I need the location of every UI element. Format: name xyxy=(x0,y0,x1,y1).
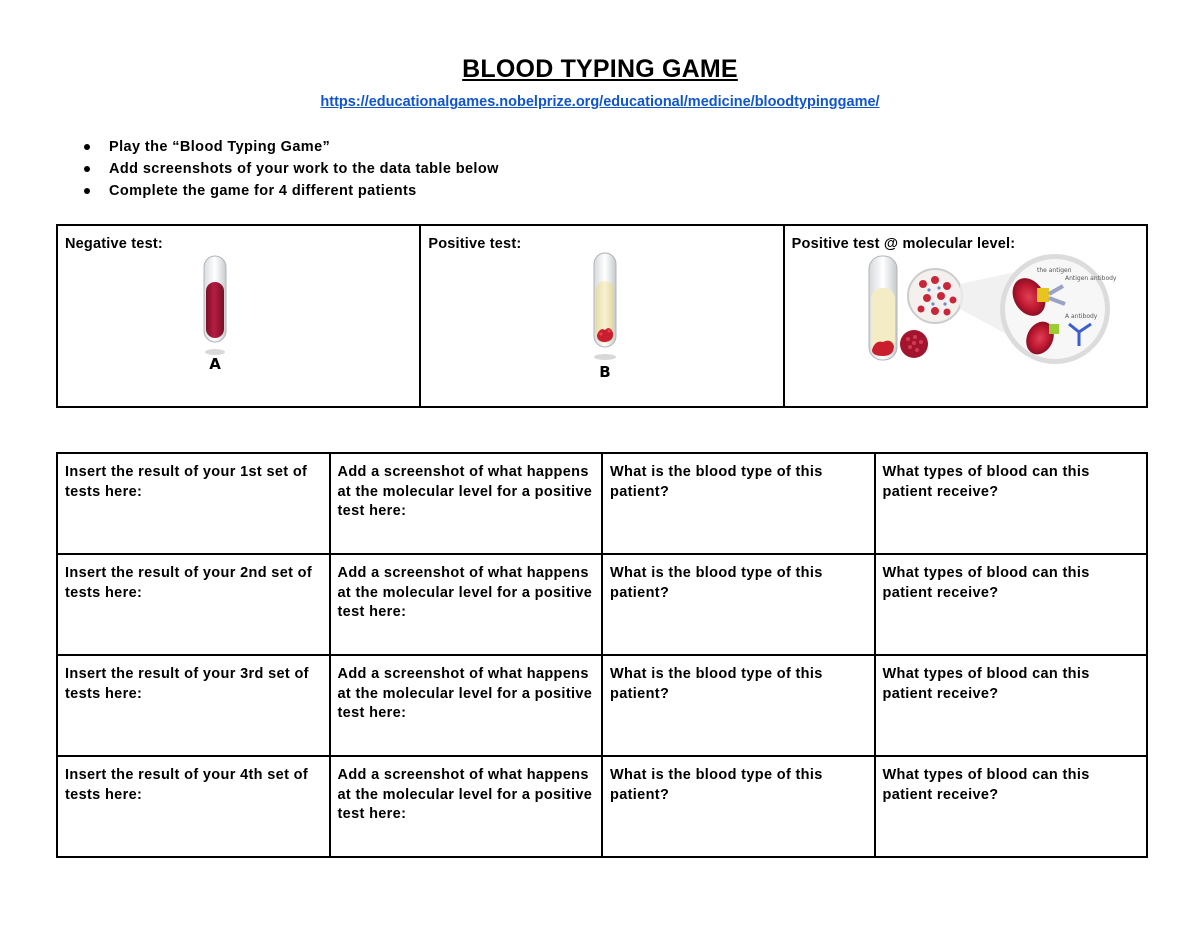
table-cell[interactable]: Add a screenshot of what happens at the molecular level for a positive test here: xyxy=(330,554,603,655)
positive-test-cell xyxy=(420,225,783,407)
table-row xyxy=(57,655,1147,756)
game-link[interactable]: https://educationalgames.nobelprize.org/educational/medicine/bloodtypinggame/ xyxy=(320,94,880,110)
table-cell[interactable]: What is the blood type of this patient? xyxy=(602,756,875,857)
table-row xyxy=(57,453,1147,554)
page-title: BLOOD TYPING GAME xyxy=(462,55,738,83)
table-cell[interactable]: Insert the result of your 4th set of tests here: xyxy=(57,756,330,857)
table-cell[interactable]: What is the blood type of this patient? xyxy=(602,655,875,756)
table-cell[interactable]: What is the blood type of this patient? xyxy=(602,453,875,554)
instruction-list xyxy=(80,136,499,202)
tube-label-b: B xyxy=(599,363,612,381)
example-tests-table xyxy=(56,224,1148,408)
molecular-label-a-antibody: A antibody xyxy=(1064,313,1098,320)
negative-test-title: Negative test: xyxy=(65,236,163,252)
molecular-level-cell xyxy=(784,225,1147,407)
positive-test-tube-image xyxy=(588,251,648,386)
negative-test-cell xyxy=(57,225,420,407)
table-row xyxy=(57,554,1147,655)
table-row xyxy=(57,756,1147,857)
table-cell[interactable]: What types of blood can this patient receive? xyxy=(875,655,1148,756)
table-cell[interactable]: What is the blood type of this patient? xyxy=(602,554,875,655)
table-cell[interactable]: Add a screenshot of what happens at the molecular level for a positive test here: xyxy=(330,756,603,857)
instruction-item: Complete the game for 4 different patients xyxy=(80,180,499,202)
instruction-item: Play the “Blood Typing Game” xyxy=(80,136,499,158)
table-cell[interactable]: Insert the result of your 3rd set of tests here: xyxy=(57,655,330,756)
molecular-label-antigen: the antigen xyxy=(1036,267,1072,274)
positive-test-title: Positive test: xyxy=(428,236,522,252)
table-cell[interactable]: What types of blood can this patient receive? xyxy=(875,554,1148,655)
table-cell[interactable]: Insert the result of your 2nd set of tests here: xyxy=(57,554,330,655)
molecular-level-image xyxy=(865,254,1165,374)
instruction-item: Add screenshots of your work to the data table below xyxy=(80,158,499,180)
table-cell[interactable]: What types of blood can this patient receive? xyxy=(875,453,1148,554)
table-cell[interactable]: Insert the result of your 1st set of tests here: xyxy=(57,453,330,554)
table-cell[interactable]: Add a screenshot of what happens at the molecular level for a positive test here: xyxy=(330,453,603,554)
data-table xyxy=(56,452,1148,858)
tube-label-a: A xyxy=(209,355,221,373)
table-cell[interactable]: Add a screenshot of what happens at the molecular level for a positive test here: xyxy=(330,655,603,756)
table-cell[interactable]: What types of blood can this patient receive? xyxy=(875,756,1148,857)
negative-test-tube-image xyxy=(198,254,258,374)
molecular-level-title: Positive test @ molecular level: xyxy=(791,236,1016,252)
molecular-label-antigen-antibody: Antigen antibody xyxy=(1064,275,1117,282)
